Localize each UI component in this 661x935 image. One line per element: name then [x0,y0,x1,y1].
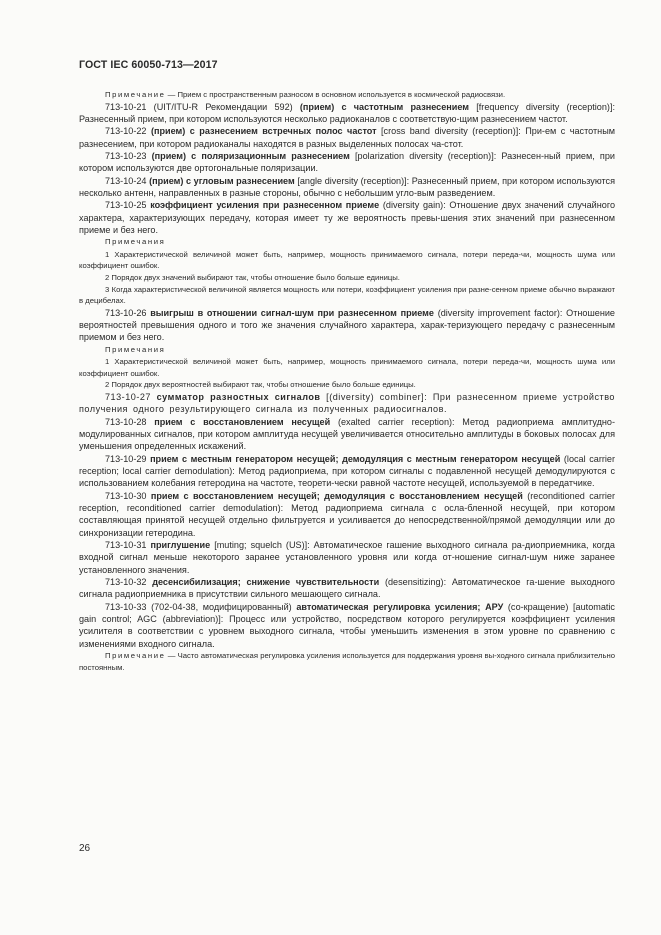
entry-definition: (diversity improvement factor): Отношение вероятностей превышения одного и того же значения случайного характера, харак-теризующего передачу с разнесенным приемом и без него. [79,307,615,343]
entry-definition: (diversity gain): Отношение двух значений случайного характера, характеризующих передачу, которая имеет ту же вероятность превы-шения этих значений при разнесенном приеме и без него. [79,200,616,236]
entry-term: приглушение [150,539,211,550]
term-entry-713-10-21 [79,101,615,126]
term-entry-713-10-27 [79,391,615,416]
entry-term: (прием) с разнесением встречных полос частот [150,126,377,137]
document-body [79,89,615,673]
entry-definition: (со-кращение) [automatic gain control; AGC (abbreviation)]: Процесс или устройство, посредством которого регулируется коэффициент усиления усилителя в соответствии с уровнем выходного сигнала, чтобы уменьшить изменения в этом уровне по сравнению с изменениями входного сигнала. [79,601,615,649]
term-entry-713-10-29 [79,453,615,490]
term-entry-713-10-26 [79,307,615,344]
note-label: Примечание [105,651,166,661]
term-entry-713-10-31 [79,539,615,576]
entry-term: (прием) с частотным разнесением [299,101,470,112]
entry-number: 713-10-21 (UIT/ITU-R Рекомендации 592) [105,101,300,112]
note-item: 2 Порядок двух вероятностей выбирают так, чтобы отношение было больше единицы. [105,380,416,390]
entry-definition: [(diversity) combiner]: При разнесенном приеме устройство получения одного результирующего сигнала из полученных радиосигналов. [79,391,615,415]
note-item: 1 Характеристической величиной может быть, например, мощность принимаемого сигнала, потери переда-чи, мощность шума или коэффициент ошибок. [79,357,615,378]
entry-definition: [muting; squelch (US)]: Автоматическое гашение выходного сигнала ра-диоприемника, когда входной сигнал меньше некоторого заранее установленного уровня или когда от-ношение сигнал-шум ниже заранее установленного значения. [79,539,615,575]
entry-definition: [angle diversity (reception)]: Разнесенный прием, при котором используются несколько антенн, направленных в разные стороны, обычно с небольшим угло-вым разведением. [79,175,615,198]
entry-term: сумматор разностных сигналов [156,391,321,402]
entry-term: десенсибилизация; снижение чувствительности [152,577,380,587]
notes-heading: Примечания [105,344,166,354]
entry-number: 713-10-22 [105,126,151,137]
entry-term: прием с восстановлением несущей [154,416,331,427]
term-entry-713-10-23 [79,150,615,175]
term-entry-713-10-30 [79,490,615,539]
entry-definition: (reconditioned carrier reception, reconditioned carrier demodulation): Метод радиоприема сигнала с осла-бленной несущей, при котором составляющая принятой несущей отдельно фильтруется и усиливается до непосредственной/прямой демодуляции или до синхронизации гетеродина. [79,490,615,538]
entry-number: 713-10-31 [105,539,151,550]
term-entry-713-10-32 [79,576,615,601]
note-top [79,89,615,101]
entry-number: 713-10-30 [105,490,151,501]
entry-term: выигрыш в отношении сигнал-шум при разнесенном приеме [150,307,434,318]
entry-term: автоматическая регулировка усиления; АРУ [296,601,504,612]
note-label: Примечание [105,90,166,99]
entry-term: коэффициент усиления при разнесенном приеме [150,200,380,211]
note-item: 3 Когда характеристической величиной является мощность или потери, коэффициент усиления при разне-сенном приеме обычно выражают в децибелах. [79,284,615,306]
entry-number: 713-10-29 [105,453,151,464]
entry-definition: (local carrier reception; local carrier demodulation): Метод радиоприема, при котором сигналы с подавленной несущей демодулируются с использованием колебания гетеродина на частоте, теорети-чески равной частоте несущей, используемой в передатчике. [79,453,615,489]
entry-number: 713-10-25 [105,200,151,211]
term-entry-713-10-25 [79,199,615,236]
note-item: 1 Характеристической величиной может быть, например, мощность принимаемого сигнала, потери переда-чи, мощность шума или коэффициент ошибок. [79,249,615,271]
entry-number: 713-10-24 [105,175,150,186]
entry-definition: (desensitizing): Автоматическое га-шение выходного сигнала радиоприемника в присутствии сильного мешающего сигнала. [79,577,615,600]
note-bottom [79,650,615,673]
entry-term: (прием) с угловым разнесением [149,175,295,186]
entry-definition: [frequency diversity (reception)]: Разнесенный прием, при котором используются несколько радиоканалов с соответствую-щим разнесением частот. [79,101,616,124]
entry-term: прием с восстановлением несущей; демодуляция с восстановлением несущей [150,490,523,501]
document-header: ГОСТ IEC 60050-713—2017 [79,59,218,71]
note-text: — Прием с пространственным разносом в основном используется в космической радиосвязи. [165,90,506,99]
term-entry-713-10-33 [79,601,615,650]
term-entry-713-10-22 [79,125,615,150]
entry-number: 713-10-33 (702-04-38, модифицированный) [105,601,297,612]
term-entry-713-10-28 [79,416,615,453]
entry-term: (прием) с поляризационным разнесением [151,150,350,161]
term-entry-713-10-24 [79,175,615,200]
notes-heading: Примечания [105,237,166,247]
entry-term: прием с местным генератором несущей; демодуляция с местным генератором несущей [150,453,561,464]
note-item: 2 Порядок двух значений выбирают так, чтобы отношение было больше единицы. [105,272,400,282]
page-number: 26 [79,843,91,854]
entry-definition: [cross band diversity (reception)]: При-ем с частотным разнесением, при котором радиоканалы находятся в разных выделенных полосах ча-стот. [79,126,615,149]
entry-number: 713-10-28 [105,416,155,427]
entry-number: 713-10-26 [105,307,151,318]
entry-number: 713-10-32 [105,577,153,587]
entry-number: 713-10-23 [105,150,152,161]
entry-definition: [polarization diversity (reception)]: Разнесен-ный прием, при котором используются две ортогональные поляризации. [79,150,615,174]
note-text: — Часто автоматическая регулировка усиления используется для поддержания уровня вы-ходного сигнала приблизительно постоянным. [79,651,615,672]
entry-definition: (exalted carrier reception): Метод радиоприема амплитудно-модулированных сигналов, при котором амплитуда несущей увеличивается относительно амплитуды в боковых полосах для уменьшения определенных искажений. [79,416,615,452]
entry-number: 713-10-27 [105,391,157,402]
